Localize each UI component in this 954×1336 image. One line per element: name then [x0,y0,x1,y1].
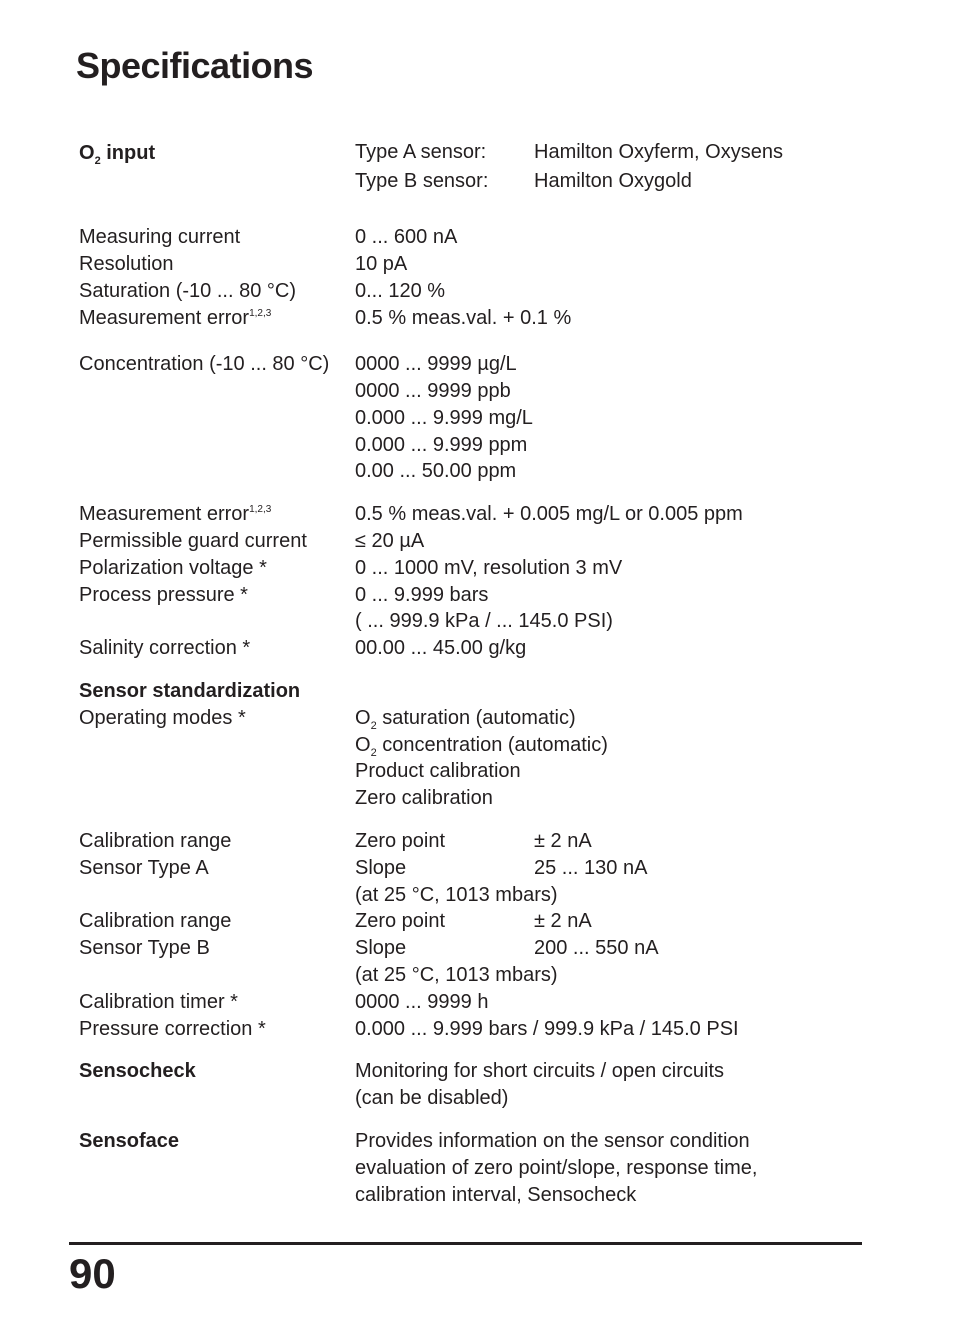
calibration-a-note: (at 25 °C, 1013 mbars) [355,884,558,906]
salinity-correction-label: Salinity correction * [79,637,251,659]
operating-mode-concentration [355,732,608,758]
measurement-error-2-label [79,501,271,527]
concentration-value: 0.000 ... 9.999 ppm [355,434,528,456]
o2-heading-rest: input [100,142,156,164]
calibration-range-a-label: Calibration range [79,830,232,852]
zero-point-b-value: ± 2 nA [534,910,592,932]
mode-subscript: 2 [370,747,377,759]
operating-mode-product: Product calibration [355,760,521,782]
salinity-correction-value: 00.00 ... 45.00 g/kg [355,637,527,659]
sensoface-line-2: evaluation of zero point/slope, response time, [355,1157,758,1179]
type-b-label: Type B sensor: [355,170,489,192]
type-b-value: Hamilton Oxygold [534,170,692,192]
footer-rule [69,1242,862,1245]
sensocheck-line-1: Monitoring for short circuits / open circuits [355,1060,725,1082]
measuring-current-value: 0 ... 600 nA [355,226,458,248]
sensocheck-heading: Sensocheck [79,1060,196,1082]
calibration-timer-label: Calibration timer * [79,991,238,1013]
pressure-correction-label: Pressure correction * [79,1018,266,1040]
guard-current-label: Permissible guard current [79,530,307,552]
measuring-current-label: Measuring current [79,226,241,248]
pressure-correction-value: 0.000 ... 9.999 bars / 999.9 kPa / 145.0 PSI [355,1018,739,1040]
guard-current-value: ≤ 20 µA [355,530,425,552]
polarization-voltage-value: 0 ... 1000 mV, resolution 3 mV [355,557,623,579]
mode-subscript: 2 [370,720,377,732]
operating-mode-saturation [355,705,576,731]
concentration-value: 0.00 ... 50.00 ppm [355,460,517,482]
type-a-value: Hamilton Oxyferm, Oxysens [534,141,783,163]
saturation-label: Saturation (-10 ... 80 °C) [79,280,296,302]
process-pressure-alt-units: ( ... 999.9 kPa / ... 145.0 PSI) [355,610,613,632]
concentration-value: 0.000 ... 9.999 mg/L [355,407,533,429]
sensor-type-b-label: Sensor Type B [79,937,210,959]
process-pressure-label: Process pressure * [79,584,248,606]
sensoface-heading: Sensoface [79,1130,180,1152]
calibration-b-note: (at 25 °C, 1013 mbars) [355,964,558,986]
operating-modes-label: Operating modes * [79,707,246,729]
measurement-error-text: Measurement error [79,307,250,329]
o2-heading-o: O [79,142,95,164]
sensor-type-a-label: Sensor Type A [79,857,209,879]
page-number: 90 [69,1250,116,1297]
sensor-standardization-heading: Sensor standardization [79,680,301,702]
resolution-value: 10 pA [355,253,408,275]
measurement-error-footnote: 1,2,3 [249,308,272,319]
o2-input-heading [79,140,155,166]
zero-point-a-value: ± 2 nA [534,830,592,852]
resolution-label: Resolution [79,253,174,275]
zero-point-a-label: Zero point [355,830,446,852]
measurement-error-2-footnote: 1,2,3 [249,504,272,515]
mode-rest: saturation (automatic) [376,707,576,729]
mode-o: O [355,707,371,729]
concentration-label: Concentration (-10 ... 80 °C) [79,353,330,375]
operating-mode-zero: Zero calibration [355,787,493,809]
mode-rest: concentration (automatic) [376,734,608,756]
concentration-value: 0000 ... 9999 ppb [355,380,511,402]
sensoface-line-1: Provides information on the sensor condition [355,1130,750,1152]
calibration-timer-value: 0000 ... 9999 h [355,991,489,1013]
polarization-voltage-label: Polarization voltage * [79,557,267,579]
zero-point-b-label: Zero point [355,910,446,932]
measurement-error-value: 0.5 % meas.val. + 0.1 % [355,307,572,329]
sensoface-line-3: calibration interval, Sensocheck [355,1184,637,1206]
calibration-range-b-label: Calibration range [79,910,232,932]
process-pressure-value: 0 ... 9.999 bars [355,584,489,606]
slope-b-label: Slope [355,937,407,959]
measurement-error-2-text: Measurement error [79,503,250,525]
saturation-value: 0... 120 % [355,280,446,302]
concentration-value: 0000 ... 9999 µg/L [355,353,517,375]
type-a-label: Type A sensor: [355,141,487,163]
o2-heading-subscript: 2 [94,155,101,167]
sensocheck-line-2: (can be disabled) [355,1087,509,1109]
mode-o: O [355,734,371,756]
measurement-error-2-value: 0.5 % meas.val. + 0.005 mg/L or 0.005 ppm [355,503,743,525]
slope-a-label: Slope [355,857,407,879]
measurement-error-label [79,305,271,331]
slope-a-value: 25 ... 130 nA [534,857,648,879]
page-title: Specifications [76,45,314,86]
slope-b-value: 200 ... 550 nA [534,937,659,959]
